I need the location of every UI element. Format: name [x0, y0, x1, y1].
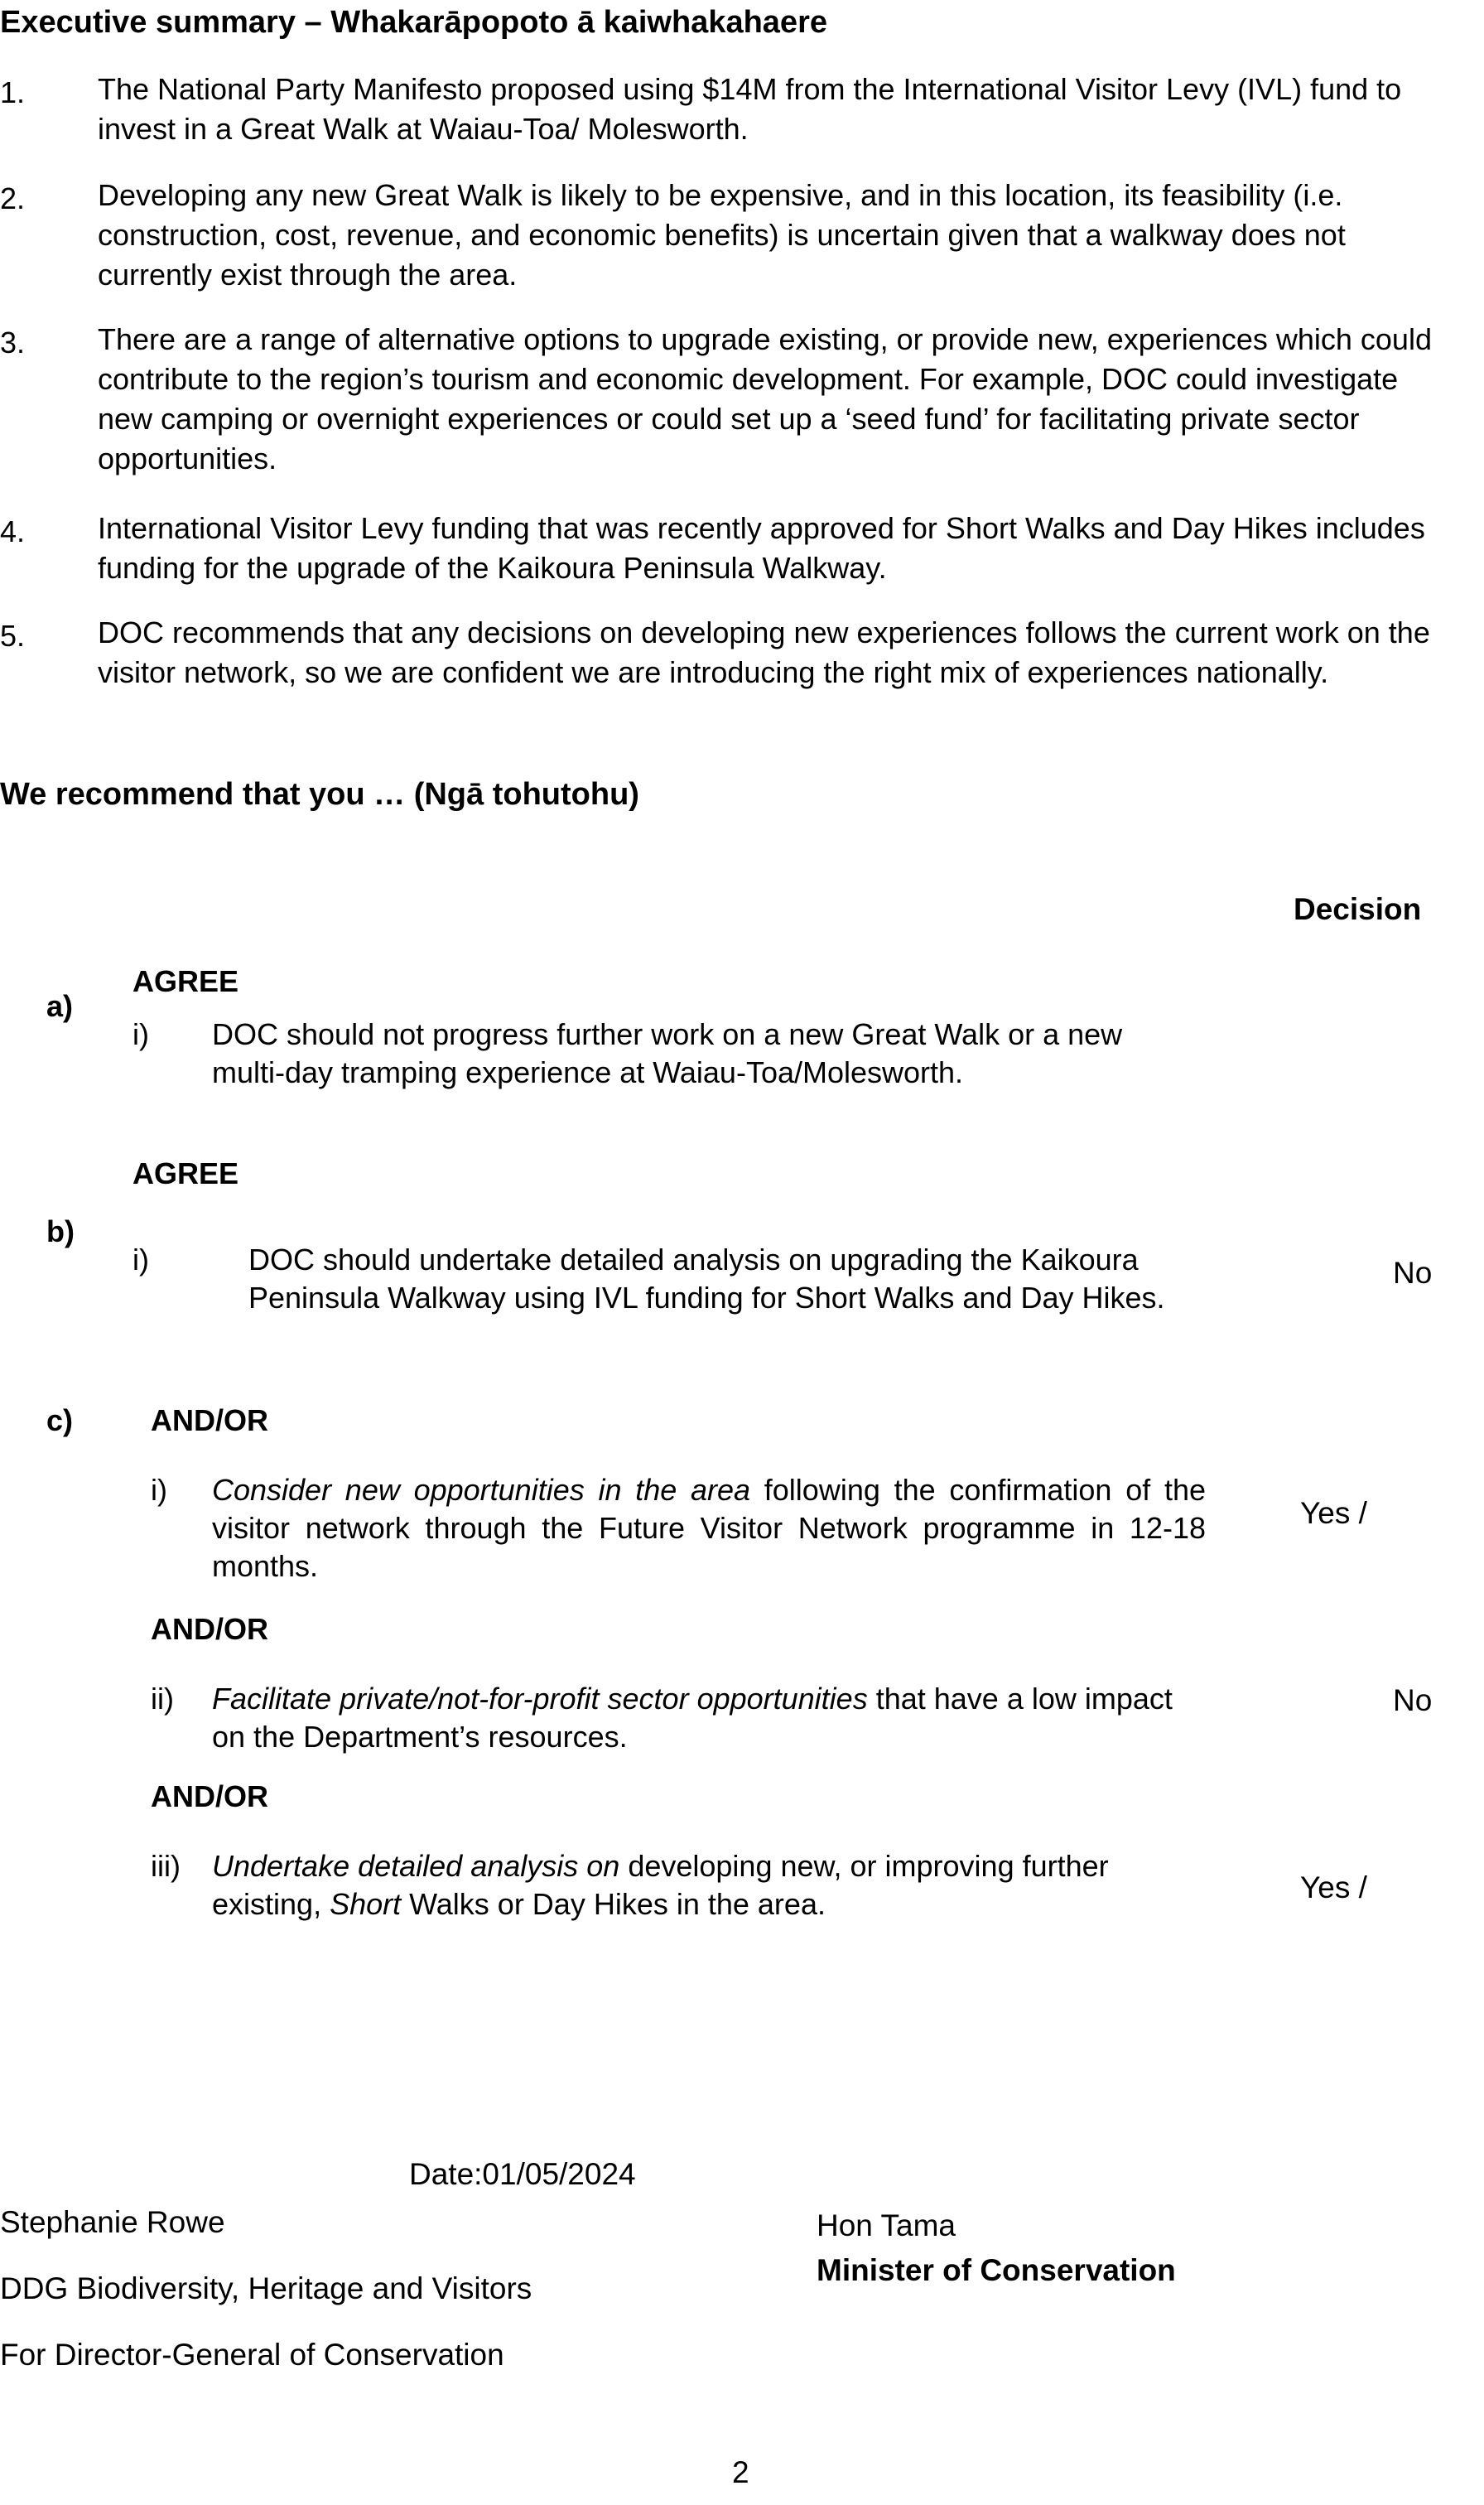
- rec-c-letter: c): [46, 1403, 74, 1437]
- rec-c-iii-rest-a: developing new, or improving further existing,: [212, 1849, 1109, 1921]
- rec-b-decision: No: [1393, 1256, 1433, 1290]
- left-signatory-role: DDG Biodiversity, Heritage and Visitors: [0, 2271, 532, 2305]
- rec-c-andor-2: AND/OR: [151, 1612, 268, 1646]
- rec-b-text: DOC should undertake detailed analysis on upgrading the Kaikoura Peninsula Walkway using IVL funding for Short Walks and Day Hikes.: [248, 1243, 1165, 1315]
- item-3-text: There are a range of alternative options to upgrade existing, or provide new, experiences which could contribute to the region’s tourism and economic development. For example, DOC could investigate new camping or overnight experiences or could set up a ‘seed fund’ for facilitating private sector opportunities.: [98, 322, 1432, 475]
- rec-c-i-roman: i): [151, 1473, 167, 1507]
- rec-a-agree: AGREE: [132, 964, 239, 998]
- rec-c-iii-italic: Undertake detailed analysis on: [212, 1849, 620, 1883]
- item-5-text: DOC recommends that any decisions on developing new experiences follows the current work on the visitor network, so we are confident we are introducing the right mix of experiences nationally.: [98, 615, 1430, 689]
- rec-c-ii-decision: No: [1393, 1683, 1433, 1717]
- executive-summary-heading: Executive summary – Whakarāpopoto ā kaiwhakahaere: [0, 5, 827, 40]
- rec-c-ii-italic: Facilitate private/not-for-profit sector opportunities: [212, 1682, 868, 1716]
- rec-c-andor-3: AND/OR: [151, 1779, 268, 1813]
- right-signatory-name: Hon Tama: [817, 2208, 956, 2242]
- rec-c-andor: AND/OR: [151, 1403, 268, 1437]
- right-signatory-role: Minister of Conservation: [817, 2253, 1176, 2287]
- rec-c-iii-rest-b: Walks or Day Hikes in the area.: [401, 1887, 826, 1921]
- rec-c-ii-text: [212, 1680, 1206, 1756]
- left-signatory-for: For Director-General of Conservation: [0, 2338, 504, 2372]
- rec-b-letter: b): [46, 1214, 75, 1248]
- rec-a-text: DOC should not progress further work on a new Great Walk or a new multi-day tramping experience at Waiau-Toa/Molesworth.: [212, 1017, 1123, 1089]
- rec-a-roman: i): [132, 1017, 149, 1051]
- rec-c-ii-rest: that have a low impact on the Department’s resources.: [212, 1682, 1173, 1754]
- item-4-number: 4.: [0, 514, 26, 548]
- rec-c-iii-text: [212, 1847, 1206, 1923]
- rec-c-ii-roman: ii): [151, 1682, 174, 1716]
- item-5-number: 5.: [0, 619, 26, 653]
- signature-date: Date:01/05/2024: [409, 2157, 636, 2191]
- rec-c-iii-italic-2: Short: [330, 1887, 402, 1921]
- item-2-text: Developing any new Great Walk is likely to be expensive, and in this location, its feasibility (i.e. construction, cost, revenue, and economic benefits) is uncertain given that a walkway does not currently exist through the area.: [98, 178, 1346, 292]
- rec-a-letter: a): [46, 989, 74, 1023]
- rec-c-i-rest: following the confirmation of the visitor network through the Future Visitor Network programme in 12-18 months.: [212, 1473, 1206, 1583]
- item-1-number: 1.: [0, 75, 26, 109]
- rec-c-i-decision: Yes /: [1300, 1496, 1367, 1530]
- left-signatory-name: Stephanie Rowe: [0, 2205, 225, 2239]
- rec-b-agree: AGREE: [132, 1156, 239, 1190]
- rec-c-i-text: [212, 1471, 1206, 1586]
- item-1-text: The National Party Manifesto proposed using $14M from the International Visitor Levy (IVL) fund to invest in a Great Walk at Waiau-Toa/ Molesworth.: [98, 72, 1402, 146]
- rec-c-i-italic: Consider new opportunities in the area: [212, 1473, 751, 1507]
- decision-column-header: Decision: [1294, 892, 1422, 926]
- rec-c-iii-decision: Yes /: [1300, 1870, 1367, 1904]
- page-number: 2: [732, 2455, 749, 2489]
- rec-b-roman: i): [132, 1243, 149, 1277]
- rec-c-iii-roman: iii): [151, 1849, 181, 1883]
- item-3-number: 3.: [0, 326, 26, 360]
- item-2-number: 2.: [0, 181, 26, 215]
- item-4-text: International Visitor Levy funding that was recently approved for Short Walks and Day Hikes includes funding for the upgrade of the Kaikoura Peninsula Walkway.: [98, 511, 1425, 585]
- recommend-heading: We recommend that you … (Ngā tohutohu): [0, 777, 639, 812]
